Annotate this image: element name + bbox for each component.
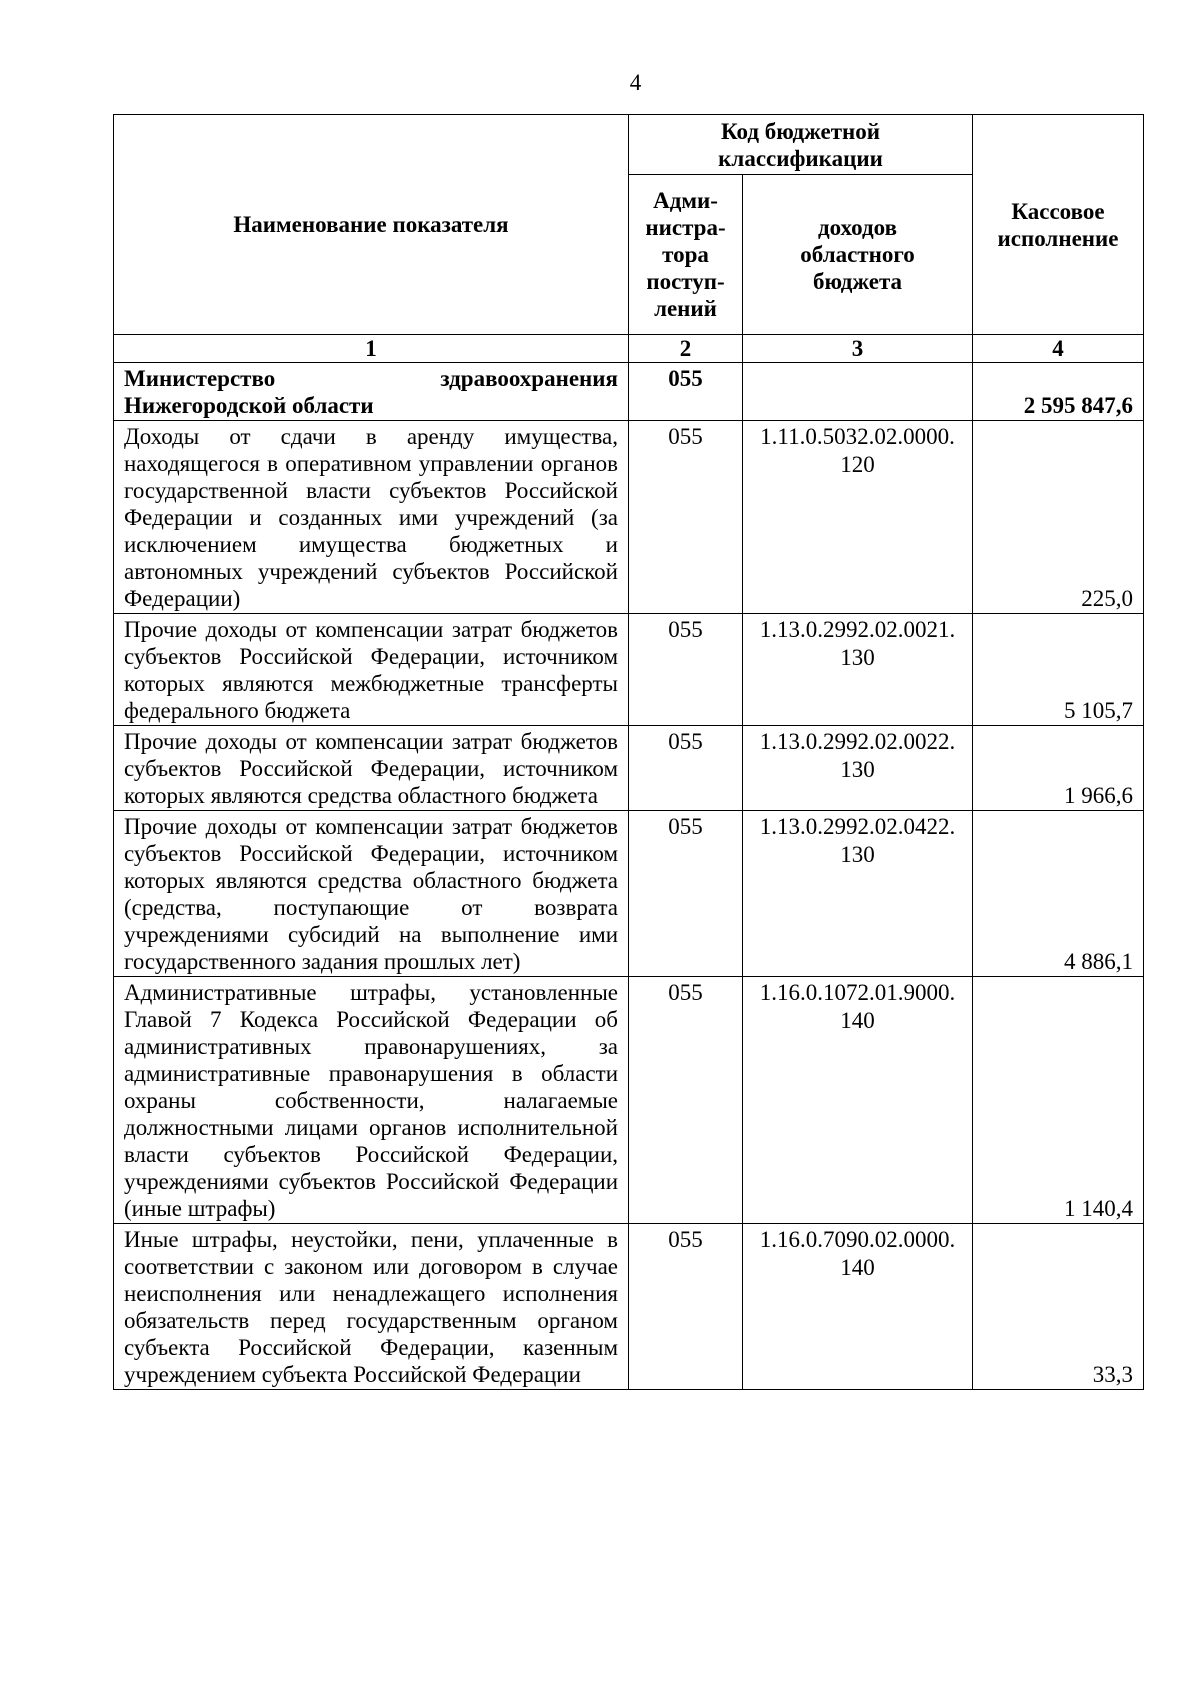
indicator-name-cell: Доходы от сдачи в аренду имущества, находящегося в оперативном управлении органов государственной власти субъектов Российской Федерации и созданных ими учреждений (за исключением имущества бюджетных и автономных учреждений субъектов Российской Федерации) <box>114 421 629 614</box>
table-row <box>114 421 1144 614</box>
header-cash-execution: Кассовое исполнение <box>973 115 1144 335</box>
budget-revenue-table <box>113 114 1144 1390</box>
admin-code-cell: 055 <box>629 1224 743 1390</box>
page-number: 4 <box>629 70 642 95</box>
indicator-name-cell: Прочие доходы от компенсации затрат бюджетов субъектов Российской Федерации, источником которых являются средства областного бюджета (средства, поступающие от возврата учреждениями субсидий на выполнение ими государственного задания прошлых лет) <box>114 811 629 977</box>
table-row <box>114 726 1144 811</box>
cash-execution-cell: 4 886,1 <box>973 811 1144 977</box>
header-indicator-name: Наименование показателя <box>114 115 629 335</box>
income-code-cell: 1.16.0.1072.01.9000. 140 <box>743 977 973 1224</box>
indicator-name-cell: Прочие доходы от компенсации затрат бюджетов субъектов Российской Федерации, источником которых являются средства областного бюджета <box>114 726 629 811</box>
header-col-number-4: 4 <box>973 335 1144 363</box>
indicator-name-cell: Административные штрафы, установленные Главой 7 Кодекса Российской Федерации об административных правонарушениях, за административные правонарушения в области охраны собственности, налагаемые должностными лицами органов исполнительной власти субъектов Российской Федерации, учреждениями субъектов Российской Федерации (иные штрафы) <box>114 977 629 1224</box>
cash-execution-cell: 2 595 847,6 <box>973 363 1144 421</box>
table-row <box>114 1224 1144 1390</box>
income-code-cell: 1.11.0.5032.02.0000. 120 <box>743 421 973 614</box>
income-code-cell: 1.13.0.2992.02.0021. 130 <box>743 614 973 726</box>
cash-execution-cell: 5 105,7 <box>973 614 1144 726</box>
income-code-cell <box>743 363 973 421</box>
cash-execution-cell: 1 140,4 <box>973 977 1144 1224</box>
income-code-cell: 1.13.0.2992.02.0422. 130 <box>743 811 973 977</box>
table-row <box>114 363 1144 421</box>
admin-code-cell: 055 <box>629 363 743 421</box>
admin-code-cell: 055 <box>629 977 743 1224</box>
cash-execution-cell: 1 966,6 <box>973 726 1144 811</box>
indicator-name-cell: Иные штрафы, неустойки, пени, уплаченные в соответствии с законом или договором в случае неисполнения или ненадлежащего исполнения обязательств перед государственным органом субъекта Российской Федерации, казенным учреждением субъекта Российской Федерации <box>114 1224 629 1390</box>
income-code-cell: 1.13.0.2992.02.0022. 130 <box>743 726 973 811</box>
header-col-number-3: 3 <box>743 335 973 363</box>
header-regional-budget-income: доходов областного бюджета <box>743 175 973 335</box>
admin-code-cell: 055 <box>629 614 743 726</box>
admin-code-cell: 055 <box>629 421 743 614</box>
table-row <box>114 977 1144 1224</box>
cash-execution-cell: 225,0 <box>973 421 1144 614</box>
indicator-name-cell: Прочие доходы от компенсации затрат бюджетов субъектов Российской Федерации, источником которых являются межбюджетные трансферты федерального бюджета <box>114 614 629 726</box>
table-row <box>114 614 1144 726</box>
table-row <box>114 811 1144 977</box>
header-revenue-administrator: Адми-нистра-тора поступ-лений <box>629 175 743 335</box>
income-code-cell: 1.16.0.7090.02.0000. 140 <box>743 1224 973 1390</box>
admin-code-cell: 055 <box>629 811 743 977</box>
admin-code-cell: 055 <box>629 726 743 811</box>
header-budget-classification-code: Код бюджетной классификации <box>629 115 973 175</box>
cash-execution-cell: 33,3 <box>973 1224 1144 1390</box>
indicator-name-cell: Министерство здравоохранения Нижегородской области <box>114 363 629 421</box>
header-col-number-1: 1 <box>114 335 629 363</box>
header-col-number-2: 2 <box>629 335 743 363</box>
